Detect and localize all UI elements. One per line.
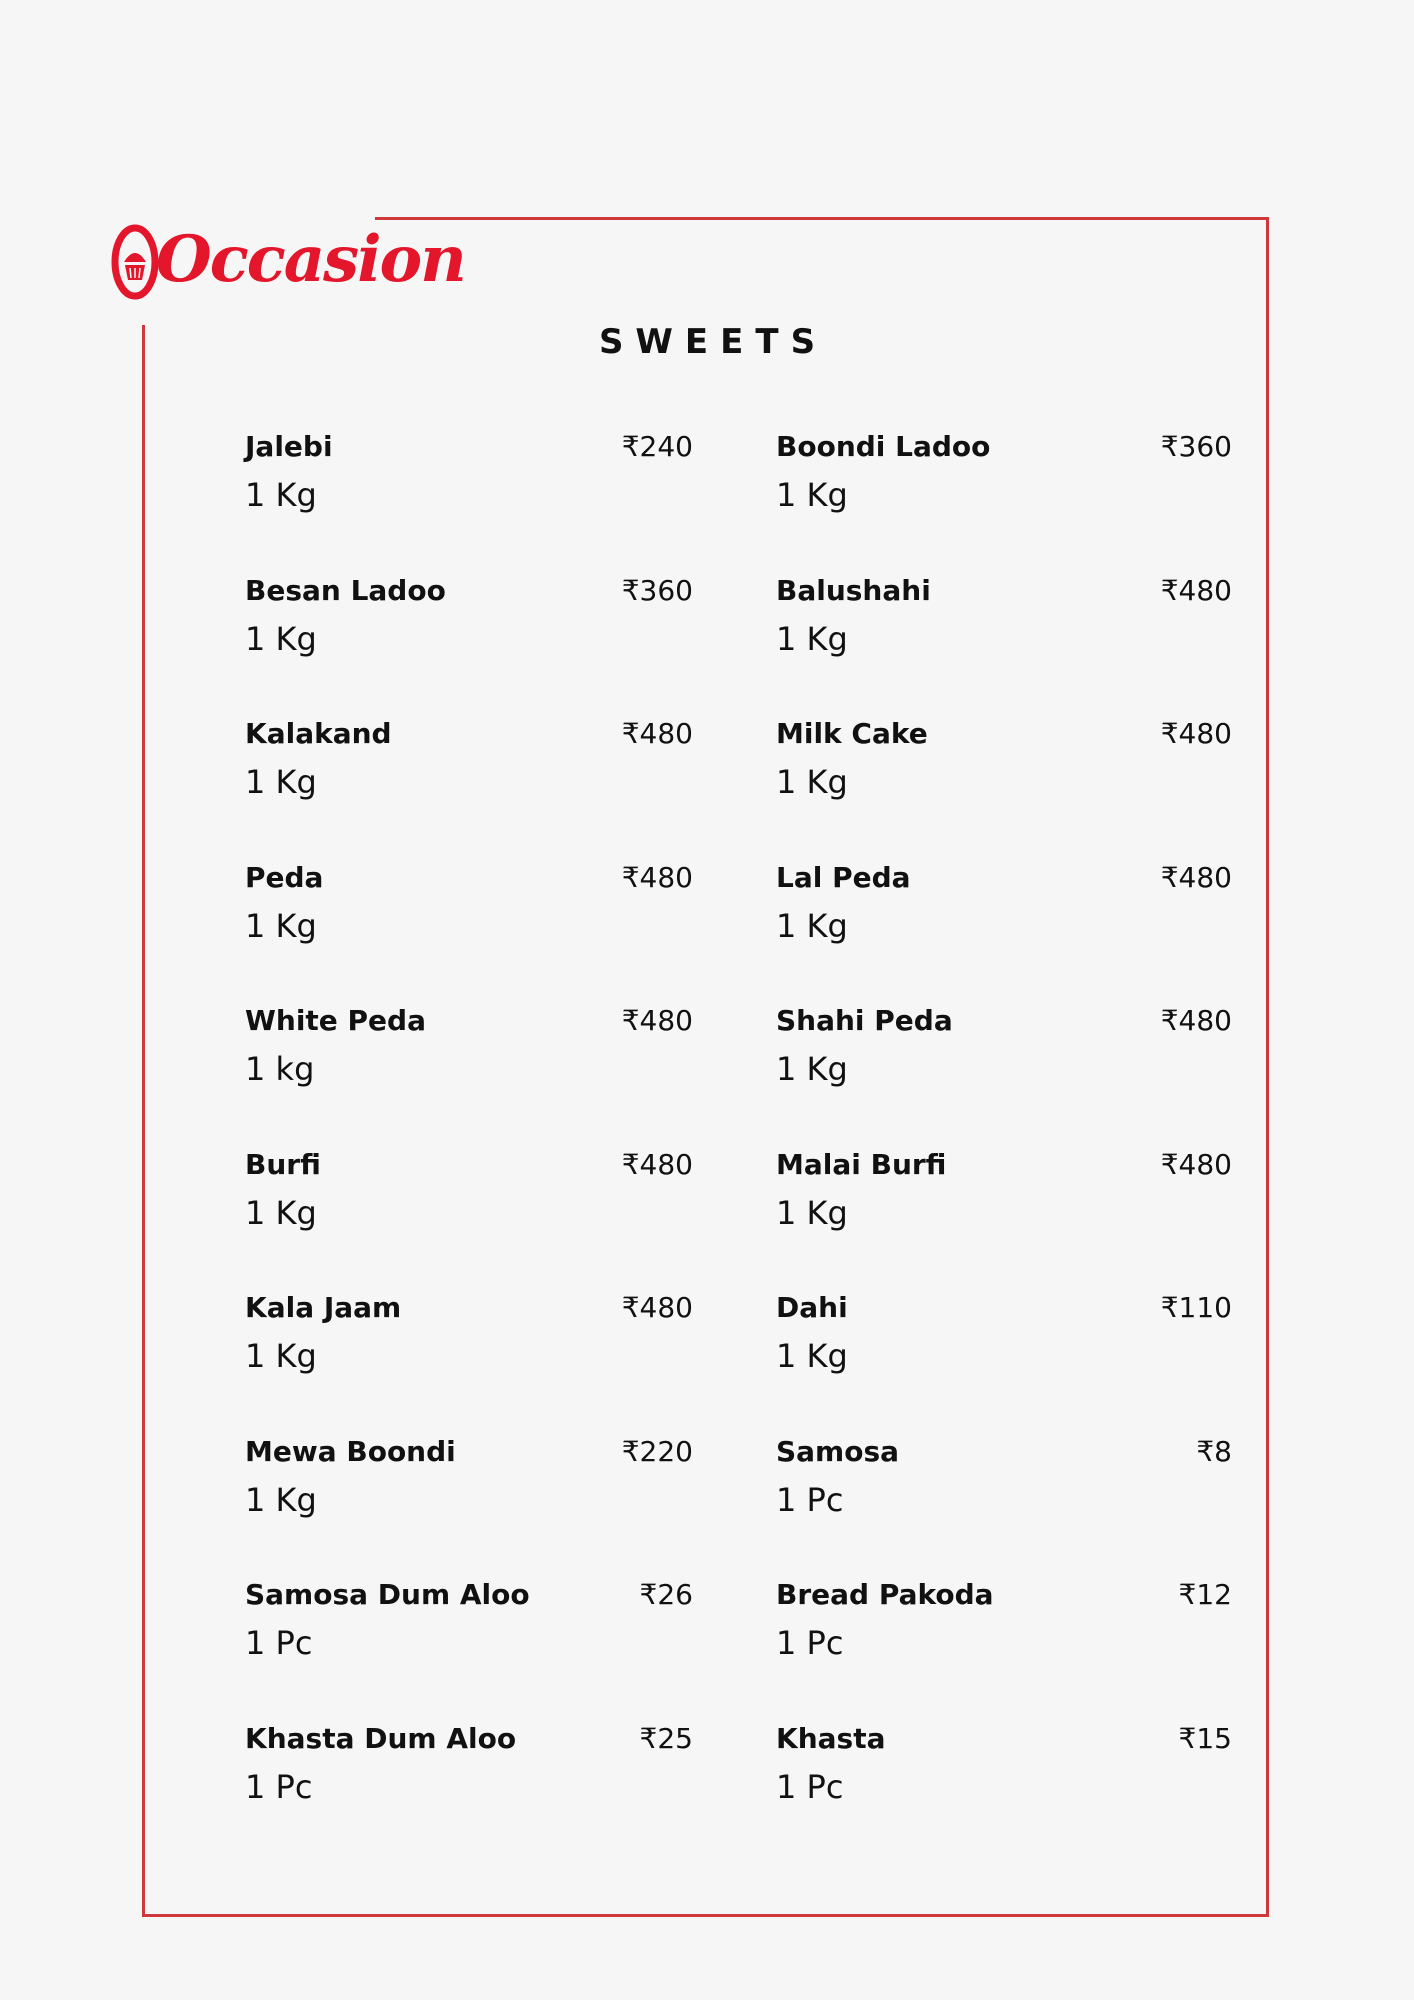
item-quantity: 1 Kg: [245, 906, 317, 945]
item-price: ₹480: [1160, 573, 1232, 607]
item-quantity: 1 kg: [245, 1050, 315, 1088]
menu-item: [776, 711, 1232, 855]
menu-item: [245, 1716, 693, 1860]
cupcake-o-icon: [110, 220, 160, 300]
item-name: Jalebi: [245, 430, 333, 463]
menu-item: [245, 1572, 693, 1716]
menu-item: [776, 1429, 1232, 1573]
item-name: Dahi: [776, 1291, 848, 1324]
item-price: ₹12: [1178, 1578, 1232, 1611]
menu-item: [776, 568, 1232, 712]
item-name: Mewa Boondi: [245, 1434, 456, 1468]
item-quantity: 1 Pc: [245, 1767, 313, 1806]
menu-item: [245, 998, 693, 1142]
menu-column-right: [776, 424, 1232, 1859]
item-name: Khasta Dum Aloo: [245, 1721, 517, 1755]
item-price: ₹480: [621, 1291, 693, 1324]
item-quantity: 1 Kg: [776, 476, 848, 514]
item-quantity: 1 Kg: [776, 1337, 848, 1375]
item-name: Kalakand: [245, 717, 392, 750]
menu-item: [245, 711, 693, 855]
item-name: Bread Pakoda: [776, 1578, 994, 1611]
item-quantity: 1 Pc: [776, 1624, 844, 1662]
item-price: ₹220: [621, 1434, 693, 1468]
item-name: Balushahi: [776, 573, 931, 607]
item-price: ₹480: [621, 1004, 693, 1037]
menu-item: [245, 1429, 693, 1573]
item-price: ₹25: [639, 1721, 693, 1755]
menu-column-left: [245, 424, 693, 1859]
item-price: ₹360: [1160, 430, 1232, 463]
menu-item: [245, 568, 693, 712]
menu-item: [776, 424, 1232, 568]
item-quantity: 1 Kg: [776, 1050, 848, 1088]
item-quantity: 1 Kg: [245, 763, 317, 801]
menu-item: [245, 1285, 693, 1429]
menu-item: [776, 855, 1232, 999]
item-price: ₹360: [621, 573, 693, 607]
item-name: Burfi: [245, 1147, 321, 1181]
item-quantity: 1 Pc: [776, 1480, 844, 1519]
item-quantity: 1 Kg: [245, 1337, 317, 1375]
item-name: Samosa: [776, 1434, 900, 1468]
item-price: ₹480: [621, 860, 693, 894]
item-price: ₹480: [1160, 1004, 1232, 1037]
item-name: Milk Cake: [776, 717, 928, 750]
item-price: ₹480: [621, 1147, 693, 1181]
item-quantity: 1 Kg: [245, 619, 317, 658]
item-name: White Peda: [245, 1004, 426, 1037]
item-quantity: 1 Kg: [776, 619, 848, 658]
item-price: ₹15: [1178, 1721, 1232, 1755]
menu-item: [776, 1285, 1232, 1429]
menu-item: [776, 1142, 1232, 1286]
item-name: Kala Jaam: [245, 1291, 402, 1324]
brand-logo: [110, 210, 465, 310]
item-name: Samosa Dum Aloo: [245, 1578, 530, 1611]
menu-item: [245, 1142, 693, 1286]
item-name: Lal Peda: [776, 860, 911, 894]
item-price: ₹480: [621, 717, 693, 750]
item-quantity: 1 Kg: [776, 906, 848, 945]
menu-item: [245, 855, 693, 999]
menu-item: [776, 998, 1232, 1142]
item-name: Shahi Peda: [776, 1004, 953, 1037]
item-price: ₹480: [1160, 717, 1232, 750]
item-name: Khasta: [776, 1721, 886, 1755]
section-heading: SWEETS: [598, 322, 828, 362]
item-price: ₹480: [1160, 860, 1232, 894]
item-name: Malai Burfi: [776, 1147, 947, 1181]
menu-item: [245, 424, 693, 568]
item-quantity: 1 Kg: [245, 476, 317, 514]
item-price: ₹26: [639, 1578, 693, 1611]
item-quantity: 1 Kg: [776, 1193, 848, 1232]
item-quantity: 1 Pc: [776, 1767, 844, 1806]
item-price: ₹480: [1160, 1147, 1232, 1181]
item-name: Besan Ladoo: [245, 573, 446, 607]
item-name: Peda: [245, 860, 324, 894]
brand-name: Occasion: [156, 222, 465, 297]
item-name: Boondi Ladoo: [776, 430, 991, 463]
item-price: ₹8: [1196, 1434, 1232, 1468]
menu-item: [776, 1572, 1232, 1716]
item-price: ₹110: [1160, 1291, 1232, 1324]
item-quantity: 1 Pc: [245, 1624, 313, 1662]
menu-item: [776, 1716, 1232, 1860]
item-quantity: 1 Kg: [245, 1193, 317, 1232]
item-quantity: 1 Kg: [245, 1480, 317, 1519]
item-quantity: 1 Kg: [776, 763, 848, 801]
item-price: ₹240: [621, 430, 693, 463]
